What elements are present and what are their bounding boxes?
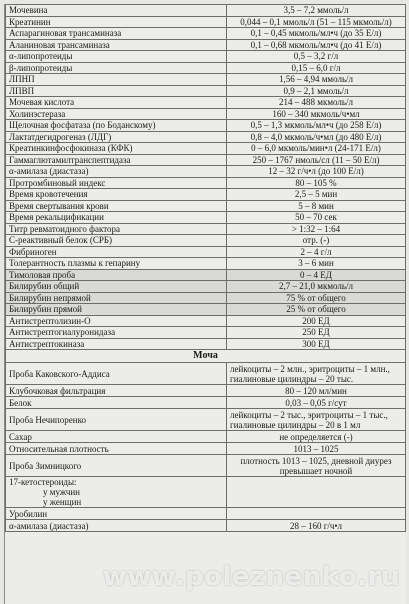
table-row [6,508,406,520]
row-name: Щелочная фосфатаза (по Боданскому) [6,120,227,132]
table-row [6,143,406,155]
row-name: Тимоловая проба [6,269,227,281]
row-value: 2 – 4 г/л [227,246,406,258]
row-value: 80 – 120 мл/мин [227,385,406,397]
row-value: 0 – 4 ЕД [227,269,406,281]
table-row [6,166,406,178]
blood-table [5,4,406,350]
table-row [6,108,406,120]
row-name: Протромбиновый индекс [6,177,227,189]
row-value: 75 % от общего [227,292,406,304]
row-value: 0,1 – 0,45 мкмоль/мл•ч (до 35 Е/л) [227,28,406,40]
table-row [6,455,406,477]
table-row [6,97,406,109]
table-row [6,120,406,132]
row-value: отр. (-) [227,235,406,247]
table-row [6,177,406,189]
table-row [6,154,406,166]
table-row [6,477,406,508]
row-value: 0,8 – 4,0 мкмоль/ч•мл (до 480 Е/л) [227,131,406,143]
row-value: 3,5 – 7,2 ммоль/л [227,5,406,17]
table-row [6,51,406,63]
table-row [6,189,406,201]
row-name: Холинэстераза [6,108,227,120]
row-value: 0,1 – 0,68 мкмоль/мл•ч (до 41 Е/л) [227,39,406,51]
table-row [6,85,406,97]
row-name: Время рекальцификации [6,212,227,224]
row-name: Толерантность плазмы к гепарину [6,258,227,270]
row-value: не определяется (-) [227,431,406,443]
row-name: Проба Зимницкого [6,455,227,477]
row-name: Антистрептогиалуронидаза [6,327,227,339]
table-row [6,281,406,293]
row-value: 25 % от общего [227,304,406,316]
row-value: 214 – 488 мкмоль/л [227,97,406,109]
table-row [6,363,406,385]
row-name: Белок [6,397,227,409]
row-value: 200 ЕД [227,315,406,327]
urine-section-title: Моча [5,350,406,362]
row-name: Антистрептокиназа [6,338,227,350]
row-name: α-липопротеиды [6,51,227,63]
row-name: Время кровотечения [6,189,227,201]
row-value [227,508,406,520]
row-value: 28 – 160 г/ч•л [227,520,406,532]
row-value: плотность 1013 – 1025, дневной диурез превышает ночной [227,455,406,477]
row-name: Фибриноген [6,246,227,258]
row-name: β-липопротеиды [6,62,227,74]
reference-table-sheet [4,4,406,604]
row-name: α-амилаза (диастаза) [6,520,227,532]
row-name: Относительная плотность [6,443,227,455]
row-name: ЛПВП [6,85,227,97]
row-value: 0,5 – 1,3 мкмоль/мл•ч (до 258 Е/л) [227,120,406,132]
row-name: Лактатдегидрогеназ (ЛДГ) [6,131,227,143]
row-name: С-реактивный белок (СРБ) [6,235,227,247]
row-value: 0,9 – 2,1 ммоль/л [227,85,406,97]
table-row [6,131,406,143]
row-name: Билирубин прямой [6,304,227,316]
table-row [6,74,406,86]
row-sub-female: у женщин [43,497,82,507]
table-row [6,258,406,270]
row-value: 0,03 – 0,05 г/сут [227,397,406,409]
table-row [6,409,406,431]
table-row [6,269,406,281]
row-name: Мочевина [6,5,227,17]
row-value: 250 ЕД [227,327,406,339]
table-row [6,315,406,327]
table-row [6,5,406,17]
table-row [6,338,406,350]
row-name: Титр ревматоидного фактора [6,223,227,235]
table-row [6,212,406,224]
row-name: Антистрептолизин-О [6,315,227,327]
table-row [6,246,406,258]
row-name: Креатинин [6,16,227,28]
row-value: 0,15 – 6,0 г/л [227,62,406,74]
table-row [6,385,406,397]
watermark: www.poleznenko.ru [102,562,400,592]
row-value: 0 – 6,0 мкмоль/мин•л (24-171 Е/л) [227,143,406,155]
row-name: Мочевая кислота [6,97,227,109]
row-name: Билирубин непрямой [6,292,227,304]
row-value: 250 – 1767 нмоль/сл (11 – 50 Е/л) [227,154,406,166]
table-row [6,431,406,443]
table-row [6,223,406,235]
urine-table [5,362,406,532]
row-value: 300 ЕД [227,338,406,350]
row-name: Клубочковая фильтрация [6,385,227,397]
table-row [6,443,406,455]
table-row [6,39,406,51]
table-row [6,327,406,339]
row-name: Уробилин [6,508,227,520]
row-name: Проба Нечипоренко [6,409,227,431]
row-name: Аланиновая трансаминаза [6,39,227,51]
table-row [6,62,406,74]
row-value: 1,56 – 4,94 ммоль/л [227,74,406,86]
table-row [6,28,406,40]
table-row [6,16,406,28]
row-name: ЛПНП [6,74,227,86]
row-value: 2,5 – 5 мин [227,189,406,201]
row-value: 3 – 6 мин [227,258,406,270]
row-name: Креатинкинфосфокиназа (КФК) [6,143,227,155]
row-value: 160 – 340 мкмоль/ч•мл [227,108,406,120]
row-name: Сахар [6,431,227,443]
row-value: 80 – 105 % [227,177,406,189]
row-sub-male: у мужчин [43,487,80,497]
row-value: 5 – 8 мин [227,200,406,212]
table-row [6,200,406,212]
row-value: 1013 – 1025 [227,443,406,455]
row-value: 2,7 – 21,0 мкмоль/л [227,281,406,293]
row-name: Билирубин общий [6,281,227,293]
row-value: лейкоциты – 2 млн., эритроциты – 1 млн., гиалиновые цилиндры – 20 тыс. [227,363,406,385]
row-value: > 1:32 – 1:64 [227,223,406,235]
row-value [227,477,406,508]
row-name-main: 17-кетостероиды: [9,477,77,487]
table-row [6,520,406,532]
row-name: Время свертывания крови [6,200,227,212]
row-value: лейкоциты – 2 тыс., эритроциты – 1 тыс., гиалиновые цилиндры – 20 в 1 мл [227,409,406,431]
row-name [6,477,227,508]
row-name: Гаммаглютамилтранспептидаза [6,154,227,166]
table-row [6,235,406,247]
table-row [6,397,406,409]
row-value: 0,044 – 0,1 ммоль/л (51 – 115 мкмоль/л) [227,16,406,28]
row-name: Проба Каковского-Аддиса [6,363,227,385]
row-value: 50 – 70 сек [227,212,406,224]
table-row [6,292,406,304]
table-row [6,304,406,316]
row-name: Аспарагиновая трансаминаза [6,28,227,40]
row-value: 0,5 – 3,2 г/л [227,51,406,63]
row-value: 12 – 32 г/ч•л (до 100 Е/л) [227,166,406,178]
row-name: α-амилаза (диастаза) [6,166,227,178]
